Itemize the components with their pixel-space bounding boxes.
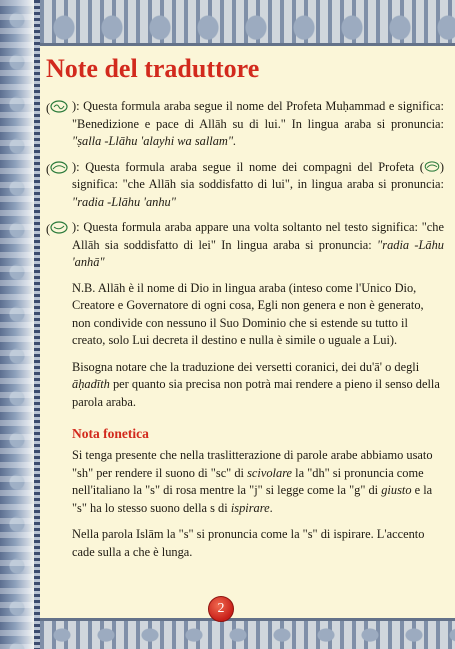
page-content [46,54,444,570]
text-span: Si tenga presente che nella traslitterazione di parole arabe abbiamo usato "sh" per rendere il suono di "sc" di [72,448,433,480]
pronunciation: "ṣalla -Llāhu 'alayhi wa sallam". [72,134,237,148]
italic-term: giusto [381,483,412,497]
symbol-wrap: ( [46,219,72,272]
italic-term: āḥadīth [72,377,110,391]
arabic-honorific-glyph-icon [424,161,440,172]
page-number: 2 [208,596,234,622]
text-span: e la "s" ha lo stesso suono della s di [72,483,433,515]
phonetic-paragraph [72,447,444,517]
symbol-wrap: ( [46,159,72,212]
entry-2 [46,159,444,212]
page-title: Note del traduttore [46,54,260,83]
entry-text: ): Questa formula araba segue il nome dei compagni del Profeta ( [72,159,424,174]
text-span: Bisogna notare che la traduzione dei versetti coranici, dei du'ā' o degli [72,359,420,374]
text-span: . [269,500,273,515]
entry-text: ): Questa formula araba segue il nome del Profeta Muḥammad e significa: "Benedizione e pace di Allāh su di lui." In lingua araba si pronuncia: [72,99,444,131]
text-span: per quanto sia precisa non potrà mai rendere a pieno il senso della parola araba. [72,377,440,409]
translation-note-paragraph [72,359,444,412]
pronunciation: "radia -Llāhu 'anhu" [72,194,176,209]
entry-1 [46,98,444,151]
decorative-top-border [40,0,455,46]
symbol-wrap: ( [46,98,72,151]
entry-text-mid: ) significa: "che Allāh sia soddisfatto di lui", in lingua araba si pronuncia: [72,159,444,191]
arabic-honorific-glyph-icon [50,161,68,174]
arabic-honorific-glyph-icon [50,100,68,113]
entry-text: ): Questa formula araba appare una volta soltanto nel testo significa: "che Allāh sia soddisfatto di lei" In lingua araba si pronuncia: [72,220,444,252]
entry-3 [46,219,444,272]
decorative-left-border [0,0,34,649]
decorative-bottom-border [40,618,455,649]
arabic-honorific-glyph-icon [50,221,68,234]
nb-paragraph: N.B. Allāh è il nome di Dio in lingua araba (inteso come l'Unico Dio, Creatore e Governatore di ogni cosa, Egli non genera e non è generato, non condivide con nessuno il Suo Dominio che si estende su tutto il creato, solo Lui decreta il destino e nulla è simile o uguale a Lui). [72,280,424,347]
text-span: la "dh" si pronuncia come nell'italiano la "s" di rosa mentre la "j" si legge come la "g" di [72,465,424,497]
pronunciation: "radia -Lāhu 'anhā" [72,237,444,269]
section-heading: Nota fonetica [72,426,149,441]
italic-term: scivolare [247,465,293,480]
italic-term: ispirare [230,500,270,515]
accent-paragraph: Nella parola Islām la "s" si pronuncia come la "s" di ispirare. L'accento cade sulla a che è lunga. [72,527,425,559]
